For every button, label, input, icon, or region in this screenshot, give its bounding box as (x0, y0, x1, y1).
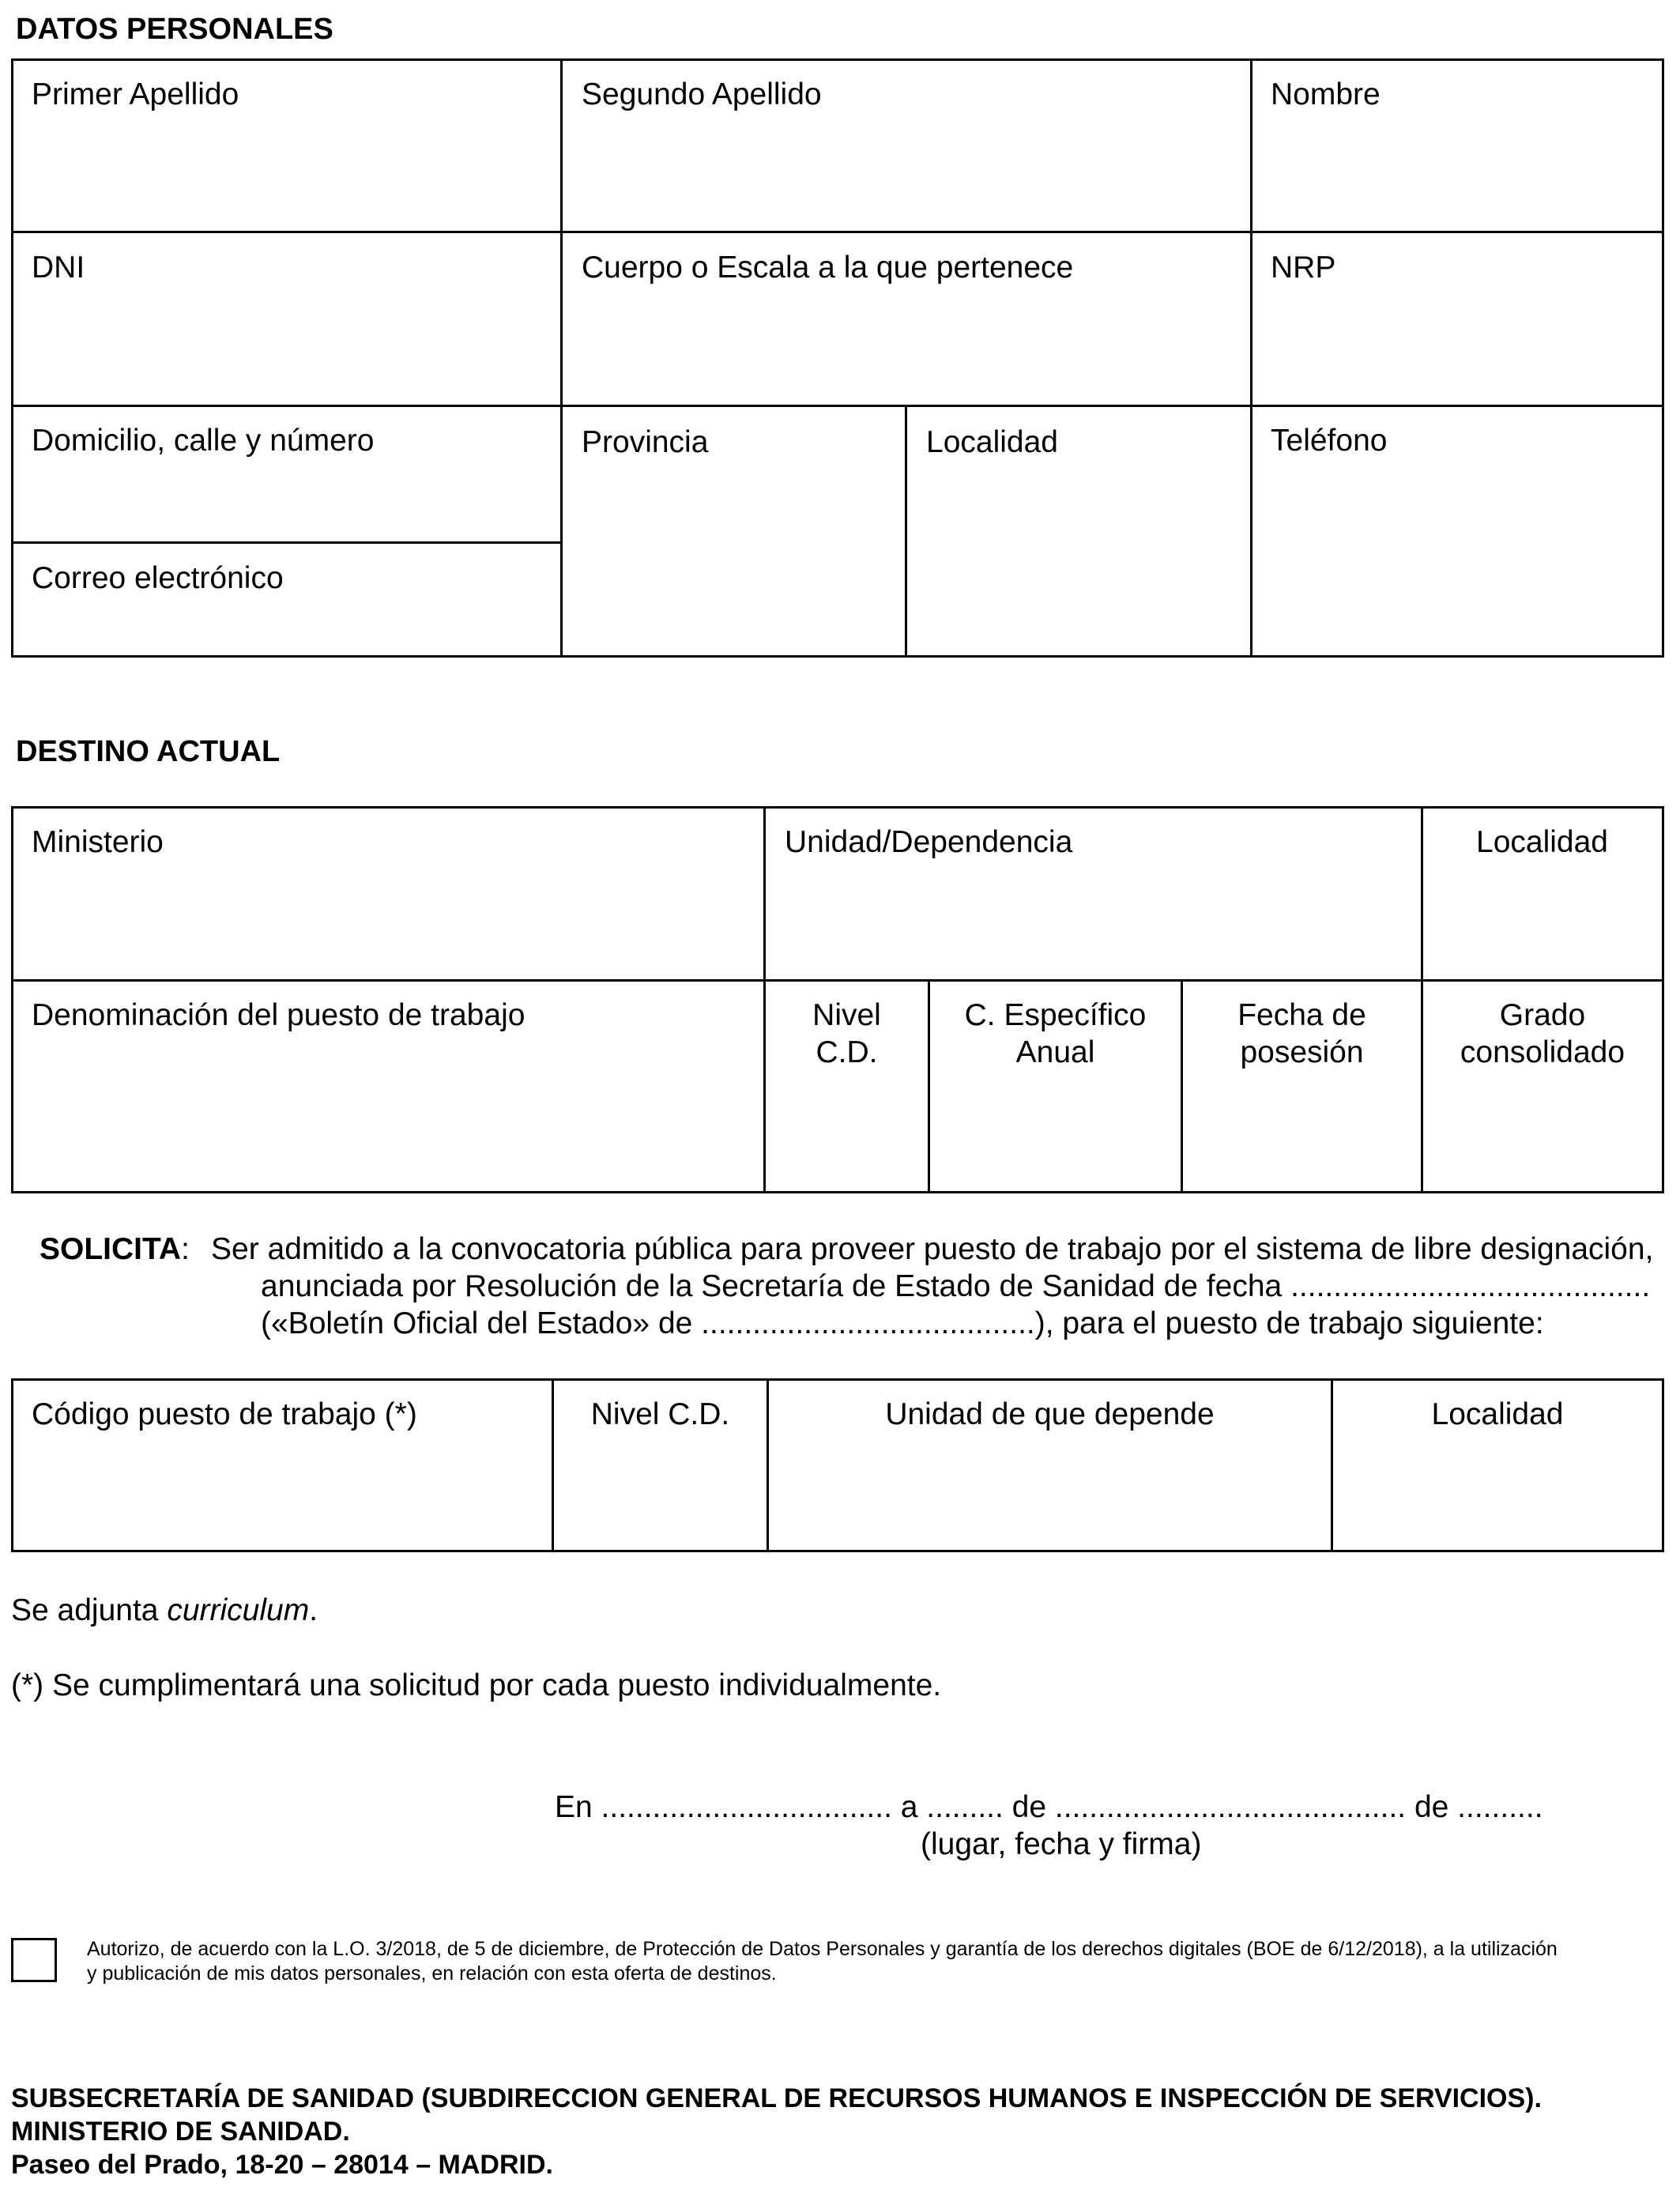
denominacion-puesto-field[interactable]: Denominación del puesto de trabajo (32, 998, 525, 1032)
grado-consolidado-field[interactable] (1423, 997, 1662, 1071)
col-divider (560, 58, 563, 658)
puesto-localidad-field[interactable]: Localidad (1431, 1397, 1564, 1431)
grado-label: Grado (1499, 998, 1586, 1032)
consent-text-1: Autorizo, de acuerdo con la L.O. 3/2018, de 5 de diciembre, de Protección de Datos Personales y garantía de los derechos digitales (BOE de 6/12/2018), a la utilización (87, 1938, 1558, 1960)
footer-subsecretaria: SUBSECRETARÍA DE SANIDAD (SUBDIRECCION GENERAL DE RECURSOS HUMANOS E INSPECCIÓN DE SERVICIOS). (11, 2083, 1542, 2113)
fecha-posesion-label: posesión (1240, 1035, 1364, 1069)
nivel-cd-field[interactable] (766, 997, 928, 1071)
destino-localidad-field[interactable]: Localidad (1476, 825, 1608, 859)
row-divider (11, 231, 1664, 233)
consent-checkbox[interactable] (11, 1938, 57, 1982)
codigo-puesto-field[interactable]: Código puesto de trabajo (*) (32, 1397, 417, 1431)
unidad-depende-field[interactable]: Unidad de que depende (885, 1397, 1215, 1431)
ministerio-field[interactable]: Ministerio (32, 825, 164, 859)
grado-label: consolidado (1460, 1035, 1625, 1069)
especifico-label: Anual (1015, 1035, 1095, 1069)
especifico-anual-field[interactable] (930, 997, 1181, 1071)
asterisk-note: (*) Se cumplimentará una solicitud por cada puesto individualmente. (11, 1668, 942, 1702)
signature-line[interactable]: En .................................. a ......... de ......................................... de .......... (555, 1790, 1543, 1824)
cuerpo-escala-field[interactable]: Cuerpo o Escala a la que pertenece (582, 251, 1074, 285)
footer-address: Paseo del Prado, 18-20 – 28014 – MADRID. (11, 2150, 553, 2180)
datos-personales-heading: DATOS PERSONALES (16, 13, 333, 46)
nivel-cd-label: Nivel (812, 998, 881, 1032)
nrp-field[interactable]: NRP (1271, 251, 1336, 285)
domicilio-field[interactable]: Domicilio, calle y número (32, 424, 375, 458)
curriculum-word: curriculum (167, 1593, 310, 1627)
row-divider (11, 541, 563, 544)
adjunta-curriculum-note (11, 1592, 318, 1629)
nivel-cd-label: C.D. (816, 1035, 878, 1069)
consent-text-2: y publicación de mis datos personales, en relación con esta oferta de destinos. (87, 1962, 777, 1985)
solicita-label: SOLICITA (40, 1232, 182, 1266)
provincia-field[interactable]: Provincia (582, 425, 709, 459)
localidad-field[interactable]: Localidad (926, 425, 1058, 459)
row-divider (11, 979, 1664, 982)
fecha-posesion-label: Fecha de (1237, 998, 1366, 1032)
correo-field[interactable]: Correo electrónico (32, 561, 284, 595)
col-divider (1250, 58, 1252, 658)
nombre-field[interactable]: Nombre (1271, 77, 1381, 111)
segundo-apellido-field[interactable]: Segundo Apellido (582, 77, 822, 111)
solicita-text-3: («Boletín Oficial del Estado» de .......................................), para el puesto de trabajo siguiente: (261, 1306, 1544, 1340)
col-divider (905, 405, 907, 658)
destino-actual-heading: DESTINO ACTUAL (16, 735, 281, 768)
solicita-text-2: anunciada por Resolución de la Secretaría de Estado de Sanidad de fecha .......................................... (261, 1269, 1651, 1303)
solicita-colon: : (181, 1232, 190, 1266)
primer-apellido-field[interactable]: Primer Apellido (32, 77, 239, 111)
signature-caption: (lugar, fecha y firma) (921, 1827, 1202, 1861)
solicita-line-1 (40, 1231, 190, 1268)
footer-ministerio: MINISTERIO DE SANIDAD. (11, 2117, 350, 2147)
adjunta-prefix: Se adjunta (11, 1593, 168, 1627)
puesto-nivel-cd-field[interactable]: Nivel C.D. (590, 1397, 730, 1431)
unidad-dependencia-field[interactable]: Unidad/Dependencia (785, 825, 1073, 859)
fecha-posesion-field[interactable] (1183, 997, 1421, 1071)
adjunta-suffix: . (309, 1593, 318, 1627)
solicita-text-1: Ser admitido a la convocatoria pública para proveer puesto de trabajo por el sistema de libre designación, (211, 1232, 1654, 1266)
dni-field[interactable]: DNI (32, 251, 85, 285)
row-divider (11, 405, 1664, 407)
telefono-field[interactable]: Teléfono (1271, 424, 1388, 458)
especifico-label: C. Específico (964, 998, 1147, 1032)
